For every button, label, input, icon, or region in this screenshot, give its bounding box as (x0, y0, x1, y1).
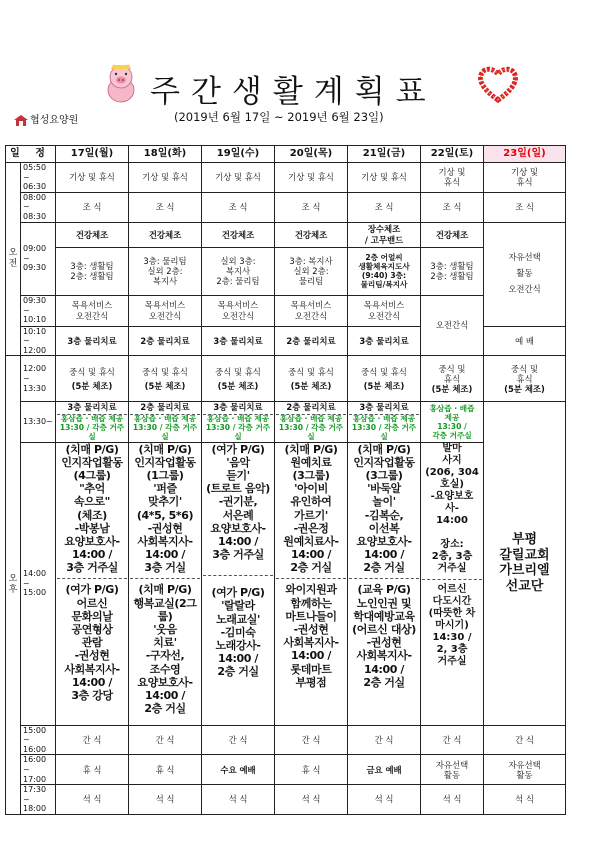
cell (56, 356, 129, 402)
program: (여가 P/G) '음악 듣기' (트로트 음악) -권기분, 서은례 요양보호사- 14:00 / 3층 거주실 (203, 443, 273, 577)
cell: 실외 3층: 복지사 2층: 물리팀 (202, 247, 275, 295)
cell: 기상 및 휴식 (484, 163, 566, 193)
period-pm: 오 후 (6, 356, 21, 815)
time-slot: 14:00 ~ 15:00 (21, 442, 56, 725)
table-row (6, 442, 566, 725)
page-title: 주간생활계획표 (150, 74, 437, 110)
header-fri: 21일(금) (348, 146, 421, 163)
cell: 3층 물리치료 (348, 326, 421, 356)
cell: 건강체조 (275, 222, 348, 247)
cell: 석 식 (348, 785, 421, 815)
cell: 기상 및 휴식 (202, 163, 275, 193)
cell: 예 배 (484, 326, 566, 356)
cell: 부평 갈릴교회 가브리엘 선교단 (484, 402, 566, 725)
time-slot: 12:00 ~ 13:30 (21, 356, 56, 402)
cell: 건강체조 (129, 222, 202, 247)
cell (129, 402, 202, 442)
cell: 기상 및 휴식 (56, 163, 129, 193)
pig-mascot-icon (103, 64, 139, 104)
cell: 석 식 (275, 785, 348, 815)
lunch-sub: (5분 체조) (217, 380, 259, 391)
header-row (6, 146, 566, 163)
lunch-label: 중식 및 휴식 (69, 366, 115, 377)
cell: 목욕서비스 오전간식 (275, 295, 348, 326)
cell: 조 식 (129, 192, 202, 222)
cell: 석 식 (56, 785, 129, 815)
cell: 목욕서비스 오전간식 (348, 295, 421, 326)
cell (348, 402, 421, 442)
cell (129, 356, 202, 402)
table-row (6, 755, 566, 785)
program: (치매 P/G) 인지작업활동 (1그룹) '퍼즐 맞추기' (4*5, 5*6) -권성현 사회복지사- 14:00 / 3층 거실 (130, 443, 200, 580)
drink-note: 홍삼즙 · 배즙 제공 13:30 / 각층 거주실 (132, 414, 198, 441)
lunch-label: 중식 및 휴식 (361, 366, 407, 377)
table-row (6, 785, 566, 815)
lunch-label: 중식 및 휴식 (215, 366, 261, 377)
time-slot: 09:30 ~ 10:10 (21, 295, 56, 326)
lunch-sub: (5분 체조) (363, 380, 405, 391)
cell: 3층 물리치료 (202, 326, 275, 356)
header-sat: 22일(토) (421, 146, 484, 163)
cell: 간 식 (56, 725, 129, 755)
cell: 2층 물리치료 (129, 326, 202, 356)
cell (348, 442, 421, 725)
program: (여가 P/G) '랄랄라 노래교실' -김미숙 노래강사- 14:00 / 2층 거실 (211, 586, 265, 679)
lunch-sub: (5분 체조) (144, 380, 186, 391)
lunch-sub: (5분 체조) (290, 380, 332, 391)
cell: 석 식 (202, 785, 275, 815)
lunch-label: 중식 및 휴식 (142, 366, 188, 377)
heart-wreath-icon (478, 64, 518, 104)
program: (치매 P/G) 인지작업활동 (4그룹) "추억 속으로" (체조) -박봉남 요양보호사- 14:00 / 3층 거주실 (57, 443, 127, 580)
cell: 2층 물리치료 (275, 326, 348, 356)
weekly-schedule-table (5, 145, 566, 815)
header-sun: 23일(일) (484, 146, 566, 163)
cell (202, 356, 275, 402)
table-row (6, 356, 566, 402)
drink-note: 홍삼즙 · 배즙 제공 13:30 / 각층 거주실 (205, 414, 271, 441)
cell: 3층: 생활팀 2층: 생활팀 (421, 247, 484, 295)
cell: 간 식 (348, 725, 421, 755)
lunch-label: 중식 및 휴식 (511, 363, 538, 384)
cell: 금요 예배 (348, 755, 421, 785)
table-row (6, 725, 566, 755)
cell: 목욕서비스 오전간식 (202, 295, 275, 326)
cell: 기상 및 휴식 (129, 163, 202, 193)
drink-note: 홍삼즙 · 배즙 제공 13:30 / 각층 거주실 (351, 414, 417, 441)
time-slot: 05:50 ~ 06:30 (21, 163, 56, 193)
header-wed: 19일(수) (202, 146, 275, 163)
schedule-period: (2019년 6월 17일 ~ 2019년 6월 23일) (174, 110, 384, 124)
lunch-sub: (5분 체조) (431, 383, 473, 394)
table-row (6, 295, 566, 326)
cell: 간 식 (421, 725, 484, 755)
cell (421, 442, 484, 725)
cell: 장수체조 / 고무밴드 (348, 222, 421, 247)
house-logo-icon (14, 115, 28, 126)
time-slot: 08:00 ~ 08:30 (21, 192, 56, 222)
therapy: 2층 물리치료 (276, 402, 346, 415)
cell (275, 442, 348, 725)
program: (치매 P/G) 행복교실(2그 룹) '웃음 치료' -구자선, 조수영 요양보호사- 14:00 / 2층 거실 (133, 583, 197, 716)
cell: 간 식 (202, 725, 275, 755)
cell (484, 356, 566, 402)
table-row (6, 222, 566, 247)
cell: 자유선택 활동 오전간식 (484, 222, 566, 326)
cell: 조 식 (275, 192, 348, 222)
org-name (14, 111, 78, 126)
lunch-sub: (5분 체조) (71, 380, 113, 391)
time-slot: 16:00 ~ 17:00 (21, 755, 56, 785)
cell: 자유선택 활동 (484, 755, 566, 785)
cell: 석 식 (129, 785, 202, 815)
cell: 간 식 (275, 725, 348, 755)
header-tue: 18일(화) (129, 146, 202, 163)
cell: 기상 및 휴식 (275, 163, 348, 193)
cell (275, 402, 348, 442)
table-row (6, 163, 566, 193)
lunch-label: 중식 및 휴식 (288, 366, 334, 377)
cell: 조 식 (56, 192, 129, 222)
cell: 석 식 (484, 785, 566, 815)
lunch-sub: (5분 체조) (504, 383, 545, 394)
cell (348, 356, 421, 402)
therapy: 2층 물리치료 (130, 402, 200, 415)
cell: 건강체조 (202, 222, 275, 247)
cell: 목욕서비스 오전간식 (129, 295, 202, 326)
header-thu: 20일(목) (275, 146, 348, 163)
program: (치매 P/G) 원예치료 (3그룹) '아이비 유인하여 가르기' -권은정 원예치료사- 14:00 / 2층 거실 (276, 443, 346, 580)
cell: 건강체조 (56, 222, 129, 247)
table-row (6, 402, 566, 442)
cell: 조 식 (202, 192, 275, 222)
table-row (6, 247, 566, 295)
program: 발마 사지 (206, 304 호실) -요양보호 사- 14:00 장소: 2층, 3층 거주실 (422, 443, 482, 580)
cell: 휴 식 (56, 755, 129, 785)
cell (202, 402, 275, 442)
cell: 휴 식 (275, 755, 348, 785)
cell: 자유선택 활동 (421, 755, 484, 785)
cell: 기상 및 휴식 (421, 163, 484, 193)
time-slot: 13:30~ (21, 402, 56, 442)
cell: 3층: 복지사 실외 2층: 물리팀 (275, 247, 348, 295)
program: (여가 P/G) 어르신 문화의날 공연형상 관람 -권성현 사회복지사- 14:00 / 3층 강당 (64, 583, 120, 702)
program: 어르신 다도시간 (따뜻한 차 마시기) 14:30 / 2, 3층 거주실 (428, 583, 476, 667)
table-row (6, 192, 566, 222)
drink-note: 홍삼즙 · 배즙 제공 13:30 / 각층 거주실 (59, 414, 125, 441)
therapy: 3층 물리치료 (57, 402, 127, 415)
time-slot: 09:00 ~ 09:30 (21, 222, 56, 295)
cell (275, 356, 348, 402)
cell (129, 442, 202, 725)
cell: 건강체조 (421, 222, 484, 247)
cell: 수요 예배 (202, 755, 275, 785)
therapy: 3층 물리치료 (349, 402, 419, 415)
cell (56, 442, 129, 725)
header-mon: 17일(월) (56, 146, 129, 163)
cell: 2층 어얼씨 생활체육지도사 (9:40) 3층: 물리팀/복지사 (348, 247, 421, 295)
program: (치매 P/G) 인지작업활동 (3그룹) '바둑알 놀이' -김복순, 이선복 요양보호사- 14:00 / 2층 거실 (349, 443, 419, 580)
cell (202, 442, 275, 725)
header-schedule: 일 정 (6, 146, 56, 163)
cell: 기상 및 휴식 (348, 163, 421, 193)
cell: 간 식 (129, 725, 202, 755)
drink-note: 홍삼즙 · 배즙 제공 13:30 / 각층 거주실 (278, 414, 344, 441)
cell: 목욕서비스 오전간식 (56, 295, 129, 326)
cell: 휴 식 (129, 755, 202, 785)
cell: 오전간식 (421, 295, 484, 356)
lunch-label: 중식 및 휴식 (438, 363, 466, 384)
therapy: 3층 물리치료 (203, 402, 273, 415)
cell: 조 식 (421, 192, 484, 222)
org-label: 협성요양원 (30, 115, 79, 126)
cell: 3층: 생활팀 2층: 생활팀 (56, 247, 129, 295)
cell: 조 식 (484, 192, 566, 222)
time-slot: 15:00 ~ 16:00 (21, 725, 56, 755)
cell: 3층 물리치료 (56, 326, 129, 356)
program: (교육 P/G) 노인인권 및 학대예방교육 (어르신 대상) -권성현 사회복지사- 14:00 / 2층 거실 (352, 583, 416, 689)
cell: 3층: 물리팀 실외 2층: 복지사 (129, 247, 202, 295)
cell (56, 402, 129, 442)
cell: 조 식 (348, 192, 421, 222)
program: 와이지원과 함께하는 마트나들이 -권성현 사회복지사- 14:00 / 롯데마트 부평점 (283, 583, 339, 689)
cell (421, 356, 484, 402)
drink-note: 홍삼즙 · 배즙 제공 13:30 / 각층 거주실 (421, 402, 484, 442)
cell: 석 식 (421, 785, 484, 815)
cell: 간 식 (484, 725, 566, 755)
time-slot: 17:30 ~ 18:00 (21, 785, 56, 815)
period-am: 오 전 (6, 163, 21, 356)
time-slot: 10:10 ~ 12:00 (21, 326, 56, 356)
